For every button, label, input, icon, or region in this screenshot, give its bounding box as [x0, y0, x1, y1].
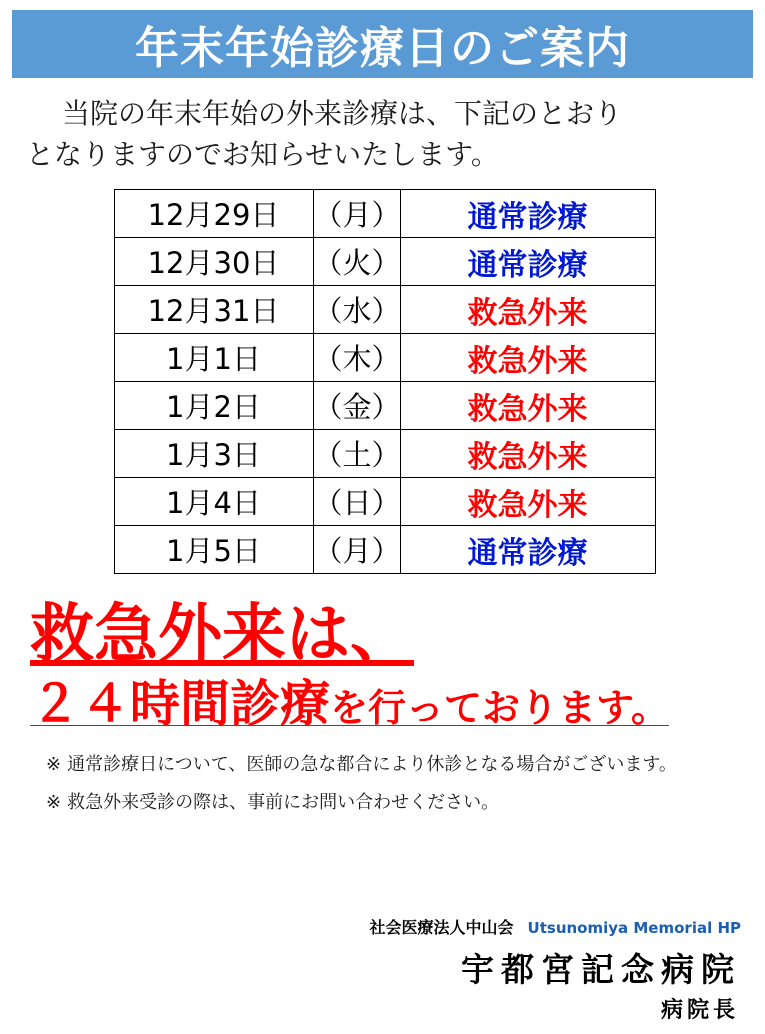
footnote-2-text: 救急外来受診の際は、事前にお問い合わせください。 — [67, 791, 500, 813]
poster-page — [0, 10, 765, 1034]
cell-date: 1月2日 — [114, 382, 313, 430]
cell-dayofweek: （金） — [313, 382, 400, 430]
footnote-2 — [46, 788, 765, 814]
page-title: 年末年始診療日のご案内 — [135, 23, 630, 74]
table-row — [114, 382, 655, 430]
cell-status: 救急外来 — [400, 478, 655, 526]
cell-date: 12月30日 — [114, 238, 313, 286]
cell-status: 通常診療 — [400, 238, 655, 286]
table-row — [114, 478, 655, 526]
notice-hours-suffix: を行っております。 — [330, 685, 669, 730]
cell-date: 12月29日 — [114, 190, 313, 238]
cell-dayofweek: （月） — [313, 190, 400, 238]
cell-dayofweek: （月） — [313, 526, 400, 574]
table-row — [114, 430, 655, 478]
notice-line-2 — [30, 676, 765, 732]
schedule-table — [114, 189, 656, 574]
table-row — [114, 286, 655, 334]
cell-status: 救急外来 — [400, 334, 655, 382]
cell-date: 1月5日 — [114, 526, 313, 574]
table-row — [114, 334, 655, 382]
cell-date: 1月4日 — [114, 478, 313, 526]
hospital-english-name: Utsunomiya Memorial HP — [527, 919, 741, 937]
footer-top-row — [370, 915, 741, 938]
cell-status: 救急外来 — [400, 286, 655, 334]
intro-paragraph — [26, 94, 739, 175]
hospital-director-title: 病院長 — [660, 998, 739, 1023]
intro-line-1: 当院の年末年始の外来診療は、下記のとおり — [62, 97, 623, 130]
cell-dayofweek: （水） — [313, 286, 400, 334]
schedule-table-wrapper — [114, 189, 652, 574]
footnote-1-text: 通常診療日について、医師の急な都合により休診となる場合がございます。 — [67, 753, 677, 775]
cell-dayofweek: （木） — [313, 334, 400, 382]
cell-status: 通常診療 — [400, 190, 655, 238]
table-row — [114, 526, 655, 574]
hospital-name: 宇都宮記念病院 — [461, 950, 741, 989]
table-row — [114, 190, 655, 238]
cell-dayofweek: （日） — [313, 478, 400, 526]
cell-status: 救急外来 — [400, 382, 655, 430]
cell-date: 12月31日 — [114, 286, 313, 334]
notice-line-1: 救急外来は、 — [30, 598, 414, 673]
emergency-notice — [0, 600, 765, 732]
intro-line-2: となりますのでお知らせいたします。 — [26, 137, 499, 171]
cell-date: 1月1日 — [114, 334, 313, 382]
table-row — [114, 238, 655, 286]
notice-hours-text: ２４時間診療 — [30, 674, 330, 733]
cell-status: 通常診療 — [400, 526, 655, 574]
asterisk-icon: ※ — [46, 791, 62, 813]
cell-dayofweek: （火） — [313, 238, 400, 286]
footnotes — [46, 750, 765, 814]
hospital-footer — [370, 915, 741, 1024]
cell-date: 1月3日 — [114, 430, 313, 478]
title-banner — [12, 10, 753, 78]
corporation-name: 社会医療法人中山会 — [369, 918, 514, 937]
cell-dayofweek: （土） — [313, 430, 400, 478]
cell-status: 救急外来 — [400, 430, 655, 478]
asterisk-icon: ※ — [46, 753, 62, 775]
footnote-1 — [46, 750, 765, 776]
